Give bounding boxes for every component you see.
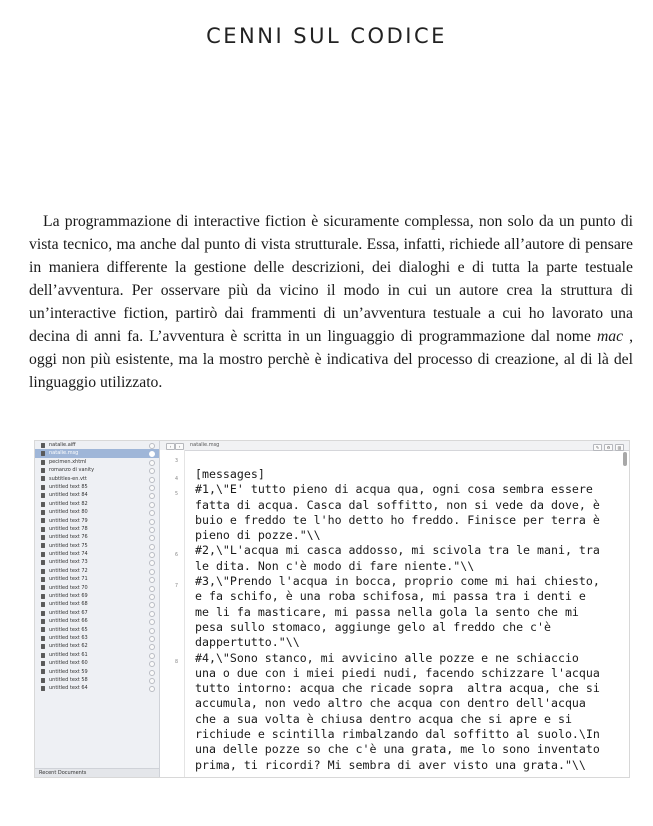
code-line: [messages] bbox=[195, 467, 265, 481]
document-icon bbox=[41, 627, 45, 632]
sidebar-file-label: untitled text 66 bbox=[49, 618, 88, 625]
sidebar-file-item[interactable] bbox=[35, 668, 159, 676]
document-icon bbox=[41, 669, 45, 674]
code-line: #1,\"E' tutto pieno di acqua qua, ogni cosa sembra essere bbox=[195, 482, 593, 497]
document-icon bbox=[41, 460, 45, 465]
sidebar-file-item[interactable] bbox=[35, 491, 159, 499]
line-gutter bbox=[160, 450, 185, 777]
code-line: me li fa masticare, mi passa nella gola la sento che mi bbox=[195, 604, 579, 619]
sidebar-file-item[interactable] bbox=[35, 600, 159, 608]
document-icon bbox=[41, 485, 45, 490]
code-line: una delle pozze so che c'è una grata, me lo sono inventato bbox=[195, 742, 600, 757]
close-circle-icon[interactable] bbox=[149, 527, 155, 533]
document-icon bbox=[41, 636, 45, 641]
close-circle-icon[interactable] bbox=[149, 460, 155, 466]
sidebar-file-item[interactable] bbox=[35, 466, 159, 474]
forward-button[interactable]: › bbox=[175, 443, 184, 450]
sidebar-file-label: untitled text 71 bbox=[49, 576, 88, 583]
sidebar-file-label: untitled text 78 bbox=[49, 525, 88, 532]
sidebar-file-label: untitled text 60 bbox=[49, 660, 88, 667]
close-circle-icon[interactable] bbox=[149, 510, 155, 516]
code-line: dappertutto."\\ bbox=[195, 635, 300, 650]
document-icon bbox=[41, 468, 45, 473]
code-line: che a sua volta è chiusa dentro acqua che si apre e si bbox=[195, 711, 572, 726]
close-circle-icon[interactable] bbox=[149, 485, 155, 491]
sidebar-file-label: untitled text 59 bbox=[49, 668, 88, 675]
line-number: 4 bbox=[174, 476, 178, 482]
sidebar-file-item[interactable] bbox=[35, 475, 159, 483]
sidebar-file-label: untitled text 75 bbox=[49, 542, 88, 549]
split-icon[interactable]: ▥ bbox=[615, 444, 624, 451]
close-circle-icon[interactable] bbox=[149, 628, 155, 634]
sidebar-file-label: untitled text 68 bbox=[49, 601, 88, 608]
code-line: richiude e scintilla rimbalzando dal soffitto al suolo.\In bbox=[195, 727, 600, 742]
code-line: fatta di acqua. Casca dal soffitto, non si vede da dove, è bbox=[195, 497, 600, 512]
language-name: mac bbox=[596, 328, 624, 345]
sidebar-file-item[interactable] bbox=[35, 584, 159, 592]
close-circle-icon[interactable] bbox=[149, 577, 155, 583]
code-line: buio e freddo te l'ho detto ho freddo. Finisce per terra è bbox=[195, 512, 600, 527]
editor-toolbar bbox=[160, 441, 629, 451]
sidebar-file-label: untitled text 82 bbox=[49, 500, 88, 507]
sidebar-file-item[interactable] bbox=[35, 449, 159, 457]
sidebar-file-item[interactable] bbox=[35, 550, 159, 558]
close-circle-icon[interactable] bbox=[149, 468, 155, 474]
sidebar-file-label: natalie.msg bbox=[49, 450, 79, 457]
close-circle-icon[interactable] bbox=[149, 661, 155, 667]
close-circle-icon[interactable] bbox=[149, 653, 155, 659]
sidebar-file-label: untitled text 80 bbox=[49, 509, 88, 516]
document-icon bbox=[41, 502, 45, 507]
document-icon bbox=[41, 602, 45, 607]
sidebar-file-item[interactable] bbox=[35, 500, 159, 508]
close-circle-icon[interactable] bbox=[149, 535, 155, 541]
document-icon bbox=[41, 535, 45, 540]
document-icon bbox=[41, 451, 45, 456]
close-circle-icon[interactable] bbox=[149, 493, 155, 499]
code-line: #3,\"Prendo l'acqua in bocca, proprio come mi hai chiesto, bbox=[195, 574, 600, 589]
editor-screenshot bbox=[34, 440, 630, 778]
sidebar-file-item[interactable] bbox=[35, 634, 159, 642]
sidebar-file-item[interactable] bbox=[35, 642, 159, 650]
line-number: 7 bbox=[174, 583, 178, 589]
sidebar-file-label: untitled text 70 bbox=[49, 584, 88, 591]
sidebar-file-item[interactable] bbox=[35, 609, 159, 617]
document-icon bbox=[41, 611, 45, 616]
sidebar-file-label: romanzo di vanity bbox=[49, 467, 95, 474]
line-number: 5 bbox=[174, 491, 178, 497]
code-line: le dita. Non c'è modo di fare niente."\\ bbox=[195, 558, 475, 573]
sidebar-file-label: untitled text 73 bbox=[49, 559, 88, 566]
document-icon bbox=[41, 661, 45, 666]
sidebar-file-label: untitled text 84 bbox=[49, 492, 88, 499]
close-circle-icon[interactable] bbox=[149, 560, 155, 566]
gear-icon[interactable]: ⚙ bbox=[604, 444, 613, 451]
code-line: accumula, non vedo altro che acqua con dentro dell'acqua bbox=[195, 696, 586, 711]
document-icon bbox=[41, 543, 45, 548]
close-circle-icon[interactable] bbox=[149, 644, 155, 650]
pen-icon[interactable]: ✎ bbox=[593, 444, 602, 451]
document-icon bbox=[41, 527, 45, 532]
close-circle-icon[interactable] bbox=[149, 451, 155, 457]
close-circle-icon[interactable] bbox=[149, 569, 155, 575]
code-line: #2,\"L'acqua mi casca addosso, mi scivola tra le mani, tra bbox=[195, 543, 600, 558]
sidebar-file-item[interactable] bbox=[35, 567, 159, 575]
file-selector[interactable]: natalie.msg bbox=[190, 442, 220, 448]
sidebar-file-item[interactable] bbox=[35, 676, 159, 684]
document-icon bbox=[41, 653, 45, 658]
sidebar-file-item[interactable] bbox=[35, 659, 159, 667]
code-line: #4,\"Sono stanco, mi avvicino alle pozze e ne schiaccio bbox=[195, 650, 579, 665]
sidebar-file-label: untitled text 74 bbox=[49, 551, 88, 558]
close-circle-icon[interactable] bbox=[149, 686, 155, 692]
document-icon bbox=[41, 577, 45, 582]
document-icon bbox=[41, 644, 45, 649]
close-circle-icon[interactable] bbox=[149, 519, 155, 525]
code-line: e fa schifo, è una roba schifosa, mi passa tra i denti e bbox=[195, 589, 586, 604]
sidebar-file-label: untitled text 72 bbox=[49, 567, 88, 574]
document-icon bbox=[41, 569, 45, 574]
close-circle-icon[interactable] bbox=[149, 594, 155, 600]
sidebar-file-label: untitled text 62 bbox=[49, 643, 88, 650]
page-title: CENNI SUL CODICE bbox=[206, 24, 447, 48]
recent-documents-footer[interactable]: Recent Documents bbox=[35, 768, 159, 777]
close-circle-icon[interactable] bbox=[149, 552, 155, 558]
sidebar-file-item[interactable] bbox=[35, 517, 159, 525]
sidebar-file-item[interactable] bbox=[35, 542, 159, 550]
paragraph-text-end: , oggi non più esistente, ma la mostro perchè è indicativa del processo di creazione, al di là del linguaggio utilizzato. bbox=[29, 328, 633, 391]
document-icon bbox=[41, 552, 45, 557]
close-circle-icon[interactable] bbox=[149, 477, 155, 483]
code-line: pesa sullo stomaco, aggiunge gelo al freddo che c'è bbox=[195, 619, 551, 634]
close-circle-icon[interactable] bbox=[149, 443, 155, 449]
sidebar-file-item[interactable] bbox=[35, 483, 159, 491]
file-list bbox=[35, 441, 159, 693]
document-icon bbox=[41, 493, 45, 498]
sidebar-file-label: untitled text 79 bbox=[49, 517, 88, 524]
document-icon bbox=[41, 476, 45, 481]
close-circle-icon[interactable] bbox=[149, 678, 155, 684]
close-circle-icon[interactable] bbox=[149, 502, 155, 508]
document-icon bbox=[41, 678, 45, 683]
document-icon bbox=[41, 594, 45, 599]
sidebar-file-item[interactable] bbox=[35, 592, 159, 600]
sidebar-file-label: untitled text 63 bbox=[49, 634, 88, 641]
close-circle-icon[interactable] bbox=[149, 611, 155, 617]
sidebar-file-item[interactable] bbox=[35, 575, 159, 583]
body-paragraph bbox=[29, 210, 633, 394]
close-circle-icon[interactable] bbox=[149, 619, 155, 625]
toolbar-actions[interactable] bbox=[593, 443, 623, 448]
document-icon bbox=[41, 510, 45, 515]
sidebar-file-item[interactable] bbox=[35, 441, 159, 449]
document-icon bbox=[41, 560, 45, 565]
sidebar-file-label: subtitles-en.vtt bbox=[49, 475, 87, 482]
sidebar-file-label: pecimen.xhtml bbox=[49, 458, 87, 465]
sidebar-file-item[interactable] bbox=[35, 533, 159, 541]
sidebar-file-item[interactable] bbox=[35, 651, 159, 659]
sidebar-file-label: untitled text 61 bbox=[49, 651, 88, 658]
document-icon bbox=[41, 518, 45, 523]
code-line: una o due con i miei piedi nudi, facendo schizzare l'acqua bbox=[195, 665, 600, 680]
close-circle-icon[interactable] bbox=[149, 544, 155, 550]
code-editor[interactable] bbox=[195, 467, 619, 773]
code-line: prima, ti ricordi? Mi sembra di aver visto una grata."\\ bbox=[195, 757, 586, 772]
document-icon bbox=[41, 686, 45, 691]
sidebar-file-item[interactable] bbox=[35, 558, 159, 566]
file-sidebar bbox=[35, 441, 160, 777]
close-circle-icon[interactable] bbox=[149, 670, 155, 676]
sidebar-file-label: untitled text 67 bbox=[49, 609, 88, 616]
document-icon bbox=[41, 619, 45, 624]
sidebar-file-label: untitled text 69 bbox=[49, 593, 88, 600]
sidebar-file-label: natalie.aiff bbox=[49, 442, 76, 448]
editor-scrollbar[interactable] bbox=[623, 452, 627, 466]
code-line: pieno di pozze."\\ bbox=[195, 528, 321, 543]
sidebar-file-label: untitled text 65 bbox=[49, 626, 88, 633]
document-icon bbox=[41, 585, 45, 590]
sidebar-file-item[interactable] bbox=[35, 617, 159, 625]
code-line: tutto intorno: acqua che ricade sopra altra acqua, che si bbox=[195, 681, 600, 696]
sidebar-file-label: untitled text 85 bbox=[49, 483, 88, 490]
sidebar-file-item[interactable] bbox=[35, 458, 159, 466]
sidebar-file-item[interactable] bbox=[35, 684, 159, 692]
sidebar-file-label: untitled text 64 bbox=[49, 685, 88, 692]
sidebar-file-label: untitled text 58 bbox=[49, 676, 88, 683]
close-circle-icon[interactable] bbox=[149, 586, 155, 592]
close-circle-icon[interactable] bbox=[149, 636, 155, 642]
line-number: 6 bbox=[174, 552, 178, 558]
sidebar-file-item[interactable] bbox=[35, 525, 159, 533]
paragraph-text-start: La programmazione di interactive fiction è sicuramente complessa, non solo da un punto di vista tecnico, ma anche dal punto di vista strutturale. Essa, infatti, richiede all’autore di pensare in maniera differente la gestione delle descrizioni, dei dialoghi e di tutta la parte testuale dell’avventura. Per osservare più da vicino il modo in cui un autore crea la struttura di un’interactive fiction, partirò dai frammenti di un’avventura testuale a cui ho lavorato una decina di anni fa. L’avventura è scritta in un linguaggio di programmazione dal nome bbox=[29, 213, 633, 345]
close-circle-icon[interactable] bbox=[149, 602, 155, 608]
sidebar-file-label: untitled text 76 bbox=[49, 534, 88, 541]
line-number: 8 bbox=[174, 659, 178, 665]
document-icon bbox=[41, 443, 45, 448]
sidebar-file-item[interactable] bbox=[35, 508, 159, 516]
line-number: 3 bbox=[174, 458, 178, 464]
sidebar-file-item[interactable] bbox=[35, 626, 159, 634]
back-button[interactable]: ‹ bbox=[166, 443, 175, 450]
